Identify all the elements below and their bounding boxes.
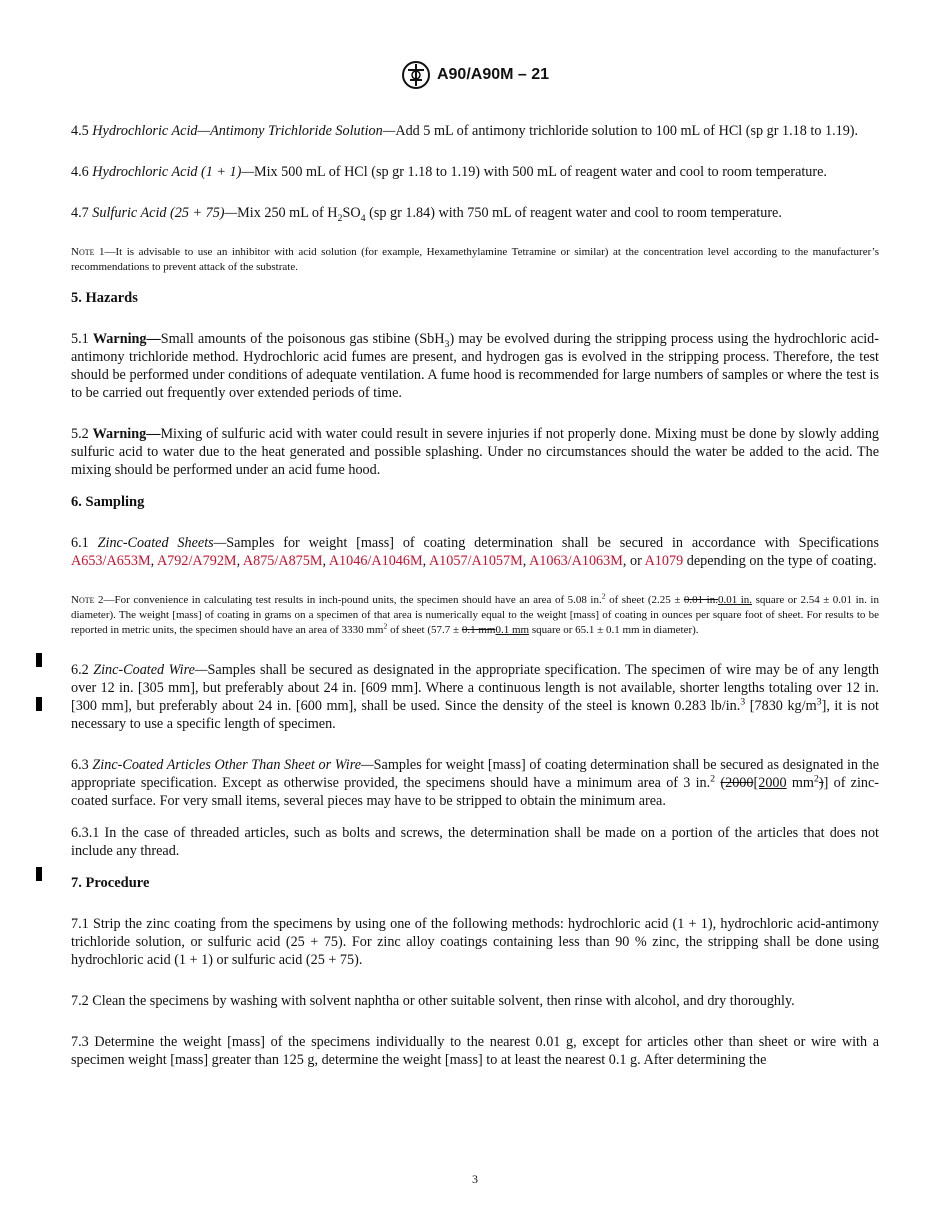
page-header xyxy=(0,60,950,90)
inserted-text: ] xyxy=(823,775,829,791)
deleted-text: 0.01 in. xyxy=(683,594,718,606)
inserted-text: 0.01 in. xyxy=(717,594,753,606)
spec-link-a1079[interactable]: A1079 xyxy=(644,553,684,569)
section-6-3: 6.3 Zinc-Coated Articles Other Than Sheet or Wire—Samples for weight [mass] of coating determination shall be secured as designated in the appropriate specification. Except as otherwise provided, the specimens should have a minimum area of 3 in.$^2$ (2000[2000 $mm^2$)] of zinc-coated surface. For very small items, several pieces may have to be stripped to obtain the minimum area. xyxy=(71,757,880,809)
section-title: Hydrochloric Acid—Antimony Trichloride Solution— xyxy=(92,123,396,139)
astm-logo-icon xyxy=(401,60,431,90)
section-4-5: 4.5 Hydrochloric Acid—Antimony Trichloride Solution—Add 5 mL of antimony trichloride solution to 100 mL of HCl (sp gr 1.18 to 1.19). xyxy=(71,123,859,139)
spec-link-a1046[interactable]: A1046/A1046M xyxy=(328,553,423,569)
spec-link-a653[interactable]: A653/A653M xyxy=(71,553,151,569)
section-title: Sulfuric Acid (25 + 75)— xyxy=(92,205,238,221)
section-6-1: 6.1 Zinc-Coated Sheets—Samples for weight [mass] of coating determination shall be secured in accordance with Specifications A653/A653M, A792/A792M, A875/A875M, A1046/A1046M, A1057/A1057M, A1063/A1063M, or A1079 depending on the type of coating. xyxy=(71,535,880,569)
spec-link-a1063[interactable]: A1063/A1063M xyxy=(529,553,623,569)
section-7-3: 7.3 Determine the weight [mass] of the specimens individually to the nearest 0.01 g, except for articles other than sheet or wire with a specimen weight [mass] greater than 125 g, determine the weight [mass] to at least the nearest 0.1 g. After determining the xyxy=(71,1034,879,1068)
revision-bar xyxy=(36,653,42,667)
revision-bar xyxy=(36,867,42,881)
section-6-2: 6.2 Zinc-Coated Wire—Samples shall be secured as designated in the appropriate specification. The specimen of wire may be of any length over 12 in. [305 mm], but preferably about 24 in. [609 mm]. Where a continuous length is not available, shorter lengths totaling over 12 in. [300 mm], but preferably about 24 in. [600 mm], shall be used. Since the density of the steel is known 0.283 lb/in.$^3$ [7830 $kg/m^3$], it is not necessary to use a specific length of specimen. xyxy=(71,662,879,732)
note-2: Note 2—For convenience in calculating test results in inch-pound units, the specimen should have an area of 5.08 in.$^2$ of sheet (2.25 ± 0.01 in.0.01 in. square or 2.54 ± 0.01 in. in diameter). The weight [mass] of coating in grams on a specimen of that area is numerically equal to the weight [mass] of coating in ounces per square foot of sheet. For results to be reported in metric units, the specimen should have an area of 3330 $mm^2$ of sheet (57.7 ± 0.1 mm0.1 mm square or 65.1 ± 0.1 mm in diameter). xyxy=(71,591,879,636)
section-heading-7: 7. Procedure xyxy=(71,875,150,891)
document-designation: A90/A90M – 21 xyxy=(436,66,550,83)
section-6-3-1: 6.3.1 In the case of threaded articles, such as bolts and screws, the determination shall be made on a portion of the articles that does not include any thread. xyxy=(71,825,880,859)
section-5-2: 5.2 Warning—Mixing of sulfuric acid with water could result in severe injuries if not properly done. Mixing must be done by slowly adding sulfuric acid to water due to the heat generated and possible splashing. Under no circumstances should the water be added to the acid. The mixing should be performed under an acid fume hood. xyxy=(71,426,880,478)
deleted-text: (2000 xyxy=(720,775,754,791)
spec-link-a1057[interactable]: A1057/A1057M xyxy=(428,553,523,569)
inserted-text: 0.1 mm xyxy=(495,624,530,636)
section-title: Zinc-Coated Articles Other Than Sheet or Wire— xyxy=(92,757,374,773)
section-7-2: 7.2 Clean the specimens by washing with solvent naphtha or other suitable solvent, then rinse with alcohol, and dry thoroughly. xyxy=(71,993,795,1009)
section-title: Zinc-Coated Sheets— xyxy=(97,535,227,551)
note-1: Note 1—It is advisable to use an inhibitor with acid solution (for example, Hexamethylamine Tetramine or similar) at the concentration level according to the manufacturer’s recommendations to prevent attack of the substrate. xyxy=(71,246,879,273)
section-7-1: 7.1 Strip the zinc coating from the specimens by using one of the following methods: hydrochloric acid (1 + 1), hydrochloric acid-antimony trichloride solution, or sulfuric acid (25 + 75). For zinc alloy coatings containing less than 90 % zinc, the stripping shall be done using hydrochloric acid (1 + 1) or sulfuric acid (25 + 75). xyxy=(71,916,879,968)
section-4-7: 4.7 Sulfuric Acid (25 + 75)—Mix 250 mL of $H_2SO_4$ (sp gr 1.84) with 750 mL of reagent water and cool to room temperature. xyxy=(71,205,782,224)
section-5-1: 5.1 Warning—Small amounts of the poisonous gas stibine (SbH$_3$) may be evolved during the stripping process using the hydrochloric acid-antimony trichloride method. Hydrochloric acid fumes are present, and hydrogen gas is evolved in the stripping process. Therefore, the test should be performed under conditions of adequate ventilation. A fume hood is recommended for large numbers of samples or where the test is to be carried out frequently over extended periods of time. xyxy=(71,331,879,401)
page-number: 3 xyxy=(472,1172,478,1186)
section-title: Zinc-Coated Wire— xyxy=(93,662,208,678)
section-heading-5: 5. Hazards xyxy=(71,290,138,306)
spec-link-a792[interactable]: A792/A792M xyxy=(156,553,237,569)
spec-link-a875[interactable]: A875/A875M xyxy=(242,553,323,569)
document-body xyxy=(71,122,879,1069)
inserted-text: [2000 xyxy=(753,775,787,791)
section-title: Hydrochloric Acid (1 + 1)— xyxy=(92,164,254,180)
deleted-text: 0.1 mm xyxy=(461,624,496,636)
section-4-6: 4.6 Hydrochloric Acid (1 + 1)—Mix 500 mL of HCl (sp gr 1.18 to 1.19) with 500 mL of reagent water and cool to room temperature. xyxy=(71,164,827,180)
deleted-text: ) xyxy=(818,775,824,791)
section-heading-6: 6. Sampling xyxy=(71,494,145,510)
revision-bar xyxy=(36,697,42,711)
